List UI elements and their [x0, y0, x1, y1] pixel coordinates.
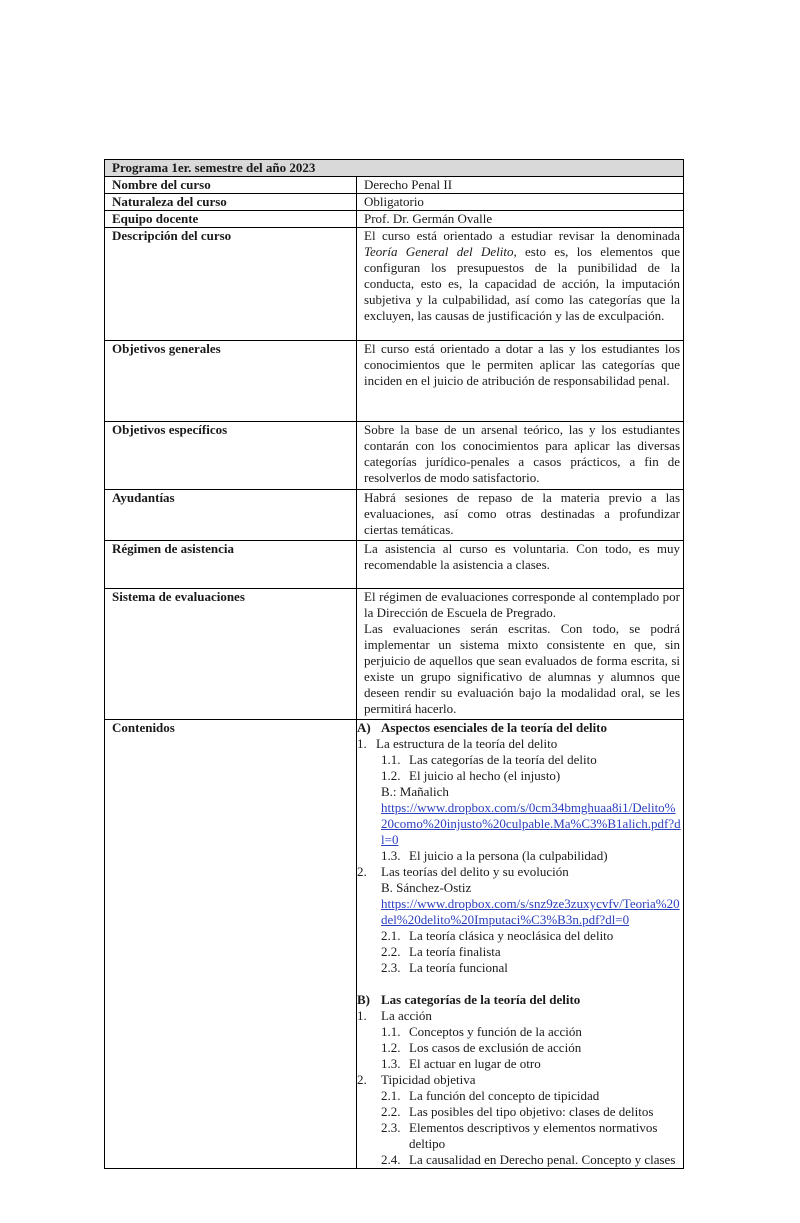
row-label: Sistema de evaluaciones: [105, 589, 357, 720]
list-item: 1. La estructura de la teoría del delito: [357, 736, 558, 751]
course-description-value: [357, 228, 684, 341]
list-item: 1.3. El actuar en lugar de otro: [381, 1056, 541, 1071]
evaluation-paragraph: El régimen de evaluaciones corresponde al contemplado por la Dirección de Escuela de Pregrado.: [364, 589, 681, 620]
row-label: Naturaleza del curso: [105, 194, 357, 211]
list-item: 1.2. El juicio al hecho (el injusto): [381, 768, 561, 783]
table-row: [105, 177, 684, 194]
list-item: 2.3. Elementos descriptivos y elementos normativos deltipo: [381, 1120, 658, 1151]
list-item: 1.3. El juicio a la persona (la culpabilidad): [381, 848, 608, 863]
general-objectives-value: El curso está orientado a dotar a las y los estudiantes los conocimientos que le permiten aplicar las categorías que inciden en el juicio de atribución de responsabilidad penal.: [357, 341, 684, 422]
table-row: [105, 341, 684, 422]
bibliography-reference: B. Sánchez-Ostiz: [381, 880, 472, 895]
table-row: [105, 211, 684, 228]
list-item: 2.4. La causalidad en Derecho penal. Concepto y clases: [381, 1152, 676, 1167]
description-italic-term: Teoría General del Delito: [364, 244, 514, 259]
list-item: 1.1. Conceptos y función de la acción: [381, 1024, 582, 1039]
table-row: [105, 194, 684, 211]
row-label: Régimen de asistencia: [105, 541, 357, 589]
row-label: Objetivos específicos: [105, 422, 357, 490]
row-label: Contenidos: [105, 720, 357, 1169]
evaluation-paragraph: Las evaluaciones serán escritas. Con todo, se podrá implementar un sistema mixto consistente en que, sin perjuicio de aquellos que sean evaluados de forma escrita, si existe un grupo significativo de alumnas y alumnos que deseen rendir su evaluación bajo la modalidad oral, se les permitirá hacerlo.: [364, 621, 681, 716]
table-header-row: [105, 160, 684, 177]
section-heading: B) Las categorías de la teoría del delito: [357, 992, 581, 1007]
table-row: [105, 422, 684, 490]
description-text-start: El curso está orientado a estudiar revisar la denominada: [364, 228, 681, 243]
list-item: 1.2. Los casos de exclusión de acción: [381, 1040, 582, 1055]
course-program-table: [104, 159, 684, 1169]
bibliography-link[interactable]: https://www.dropbox.com/s/0cm34bmghuaa8i1/Delito%20como%20injusto%20culpable.Ma%C3%B1alich.pdf?dl=0: [381, 800, 681, 847]
description-text-end: , esto es, los elementos que configuran los presupuestos de la punibilidad de la conducta, esto es, la capacidad de acción, la imputación subjetiva y la culpabilidad, así como las categorías que la excluyen, las causas de justificación y las de exculpación.: [364, 244, 681, 323]
teaching-team-value: Prof. Dr. Germán Ovalle: [357, 211, 684, 228]
table-row: [105, 541, 684, 589]
row-label: Ayudantías: [105, 490, 357, 541]
table-row: [105, 720, 684, 1169]
list-item: 2.2. La teoría finalista: [381, 944, 501, 959]
bibliography-link[interactable]: https://www.dropbox.com/s/snz9ze3zuxycvfv/Teoria%20del%20delito%20Imputaci%C3%B3n.pdf?dl=0: [381, 896, 680, 927]
list-item: 2.1. La teoría clásica y neoclásica del delito: [381, 928, 614, 943]
bibliography-reference: B.: Mañalich: [381, 784, 449, 799]
table-row: [105, 228, 684, 341]
assistantships-value: Habrá sesiones de repaso de la materia previo a las evaluaciones, así como otras destinadas a profundizar ciertas temáticas.: [357, 490, 684, 541]
contents-value: [357, 720, 684, 1169]
list-item: 2.2. Las posibles del tipo objetivo: clases de delitos: [381, 1104, 654, 1119]
course-name-value: Derecho Penal II: [357, 177, 684, 194]
row-label: Equipo docente: [105, 211, 357, 228]
evaluation-system-value: [357, 589, 684, 720]
list-item: 2.3. La teoría funcional: [381, 960, 508, 975]
attendance-value: La asistencia al curso es voluntaria. Con todo, es muy recomendable la asistencia a clases.: [357, 541, 684, 589]
table-row: [105, 490, 684, 541]
row-label: Descripción del curso: [105, 228, 357, 341]
list-item: 2.1. La función del concepto de tipicidad: [381, 1088, 600, 1103]
course-nature-value: Obligatorio: [357, 194, 684, 211]
list-item: 1. La acción: [357, 1008, 432, 1023]
table-row: [105, 589, 684, 720]
list-item: 1.1. Las categorías de la teoría del delito: [381, 752, 597, 767]
row-label: Nombre del curso: [105, 177, 357, 194]
program-title: Programa 1er. semestre del año 2023: [105, 160, 684, 177]
specific-objectives-value: Sobre la base de un arsenal teórico, las y los estudiantes contarán con los conocimientos para aplicar las diversas categorías jurídico-penales a casos prácticos, a fin de resolverlos de modo satisfactorio.: [357, 422, 684, 490]
list-item: 2. Tipicidad objetiva: [357, 1072, 476, 1087]
section-heading: A) Aspectos esenciales de la teoría del delito: [357, 720, 608, 735]
list-item: 2. Las teorías del delito y su evolución: [357, 864, 569, 879]
spacer: [357, 976, 681, 992]
row-label: Objetivos generales: [105, 341, 357, 422]
